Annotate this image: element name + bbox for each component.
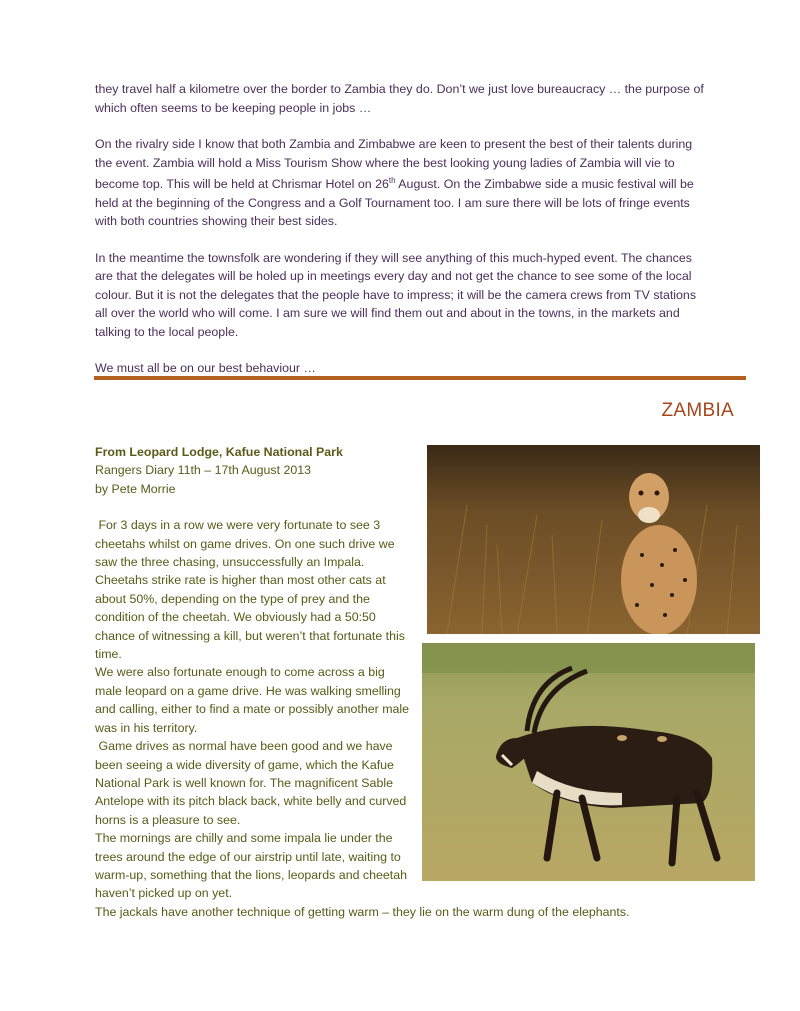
article-body-paragraph-2: We were also fortunate enough to come across a big male leopard on a game drive. He was walking smelling and calling, either to find a mate or possibly another male was in his territory. — [95, 665, 410, 735]
intro-paragraph-3: In the meantime the townsfolk are wondering if they will see anything of this much-hyped event. The chances are that the delegates will be holed up in meetings every day and not get the chance to see some of the local colour. But it is not the delegates that the people have to impress; it will be the camera crews from TV stations all over the world who will come. I am sure we will find them out and about in the towns, in the markets and talking to the local people. — [95, 250, 697, 339]
article-body-paragraph-4: The mornings are chilly and some impala lie under the trees around the edge of our airstrip until late, waiting to warm-up, something that the lions, leopards and cheetah haven’t picked up on yet. — [95, 831, 408, 901]
section-title: ZAMBIA — [661, 400, 734, 421]
article-heading: From Leopard Lodge, Kafue National Park — [95, 445, 343, 459]
article-closing: The jackals have another technique of getting warm – they lie on the warm dung of the elephants. — [95, 904, 630, 919]
intro-paragraph-4: We must all be on our best behaviour … — [95, 361, 316, 376]
article-byline: by Pete Morrie — [95, 481, 176, 496]
article-body-paragraph-1: For 3 days in a row we were very fortunate to see 3 cheetahs whilst on game drives. On one such drive we saw the three chasing, unsuccessfully an Impala. Cheetahs strike rate is higher than most other cats at about 50%, depending on the type of prey and the condition of the cheetah. We obviously had a 50:50 chance of witnessing a kill, but weren’t that fortunate this time. — [95, 518, 409, 662]
article — [95, 443, 735, 921]
intro-paragraph-1: they travel half a kilometre over the border to Zambia they do. Don’t we just love bureaucracy … the purpose of which often seems to be keeping people in jobs … — [95, 82, 704, 115]
intro-paragraph-2: On the rivalry side I know that both Zambia and Zimbabwe are keen to present the best of their talents during the event. Zambia will hold a Miss Tourism Show where the best looking young ladies of Zambia will vie to become top. This will be held at Chrismar Hotel on 26th August. On the Zimbabwe side a music festival will be held at the beginning of the Congress and a Golf Tournament too. I am sure there will be lots of fringe events with both countries showing their best sides. — [95, 137, 694, 229]
article-subheading: Rangers Diary 11th – 17th August 2013 — [95, 463, 312, 478]
intro-text — [95, 80, 710, 396]
section-divider — [94, 376, 746, 380]
article-body-paragraph-3: Game drives as normal have been good and we have been seeing a wide diversity of game, which the Kafue National Park is well known for. The magnificent Sable Antelope with its pitch black back, white belly and curved horns is a pleasure to see. — [95, 739, 410, 827]
